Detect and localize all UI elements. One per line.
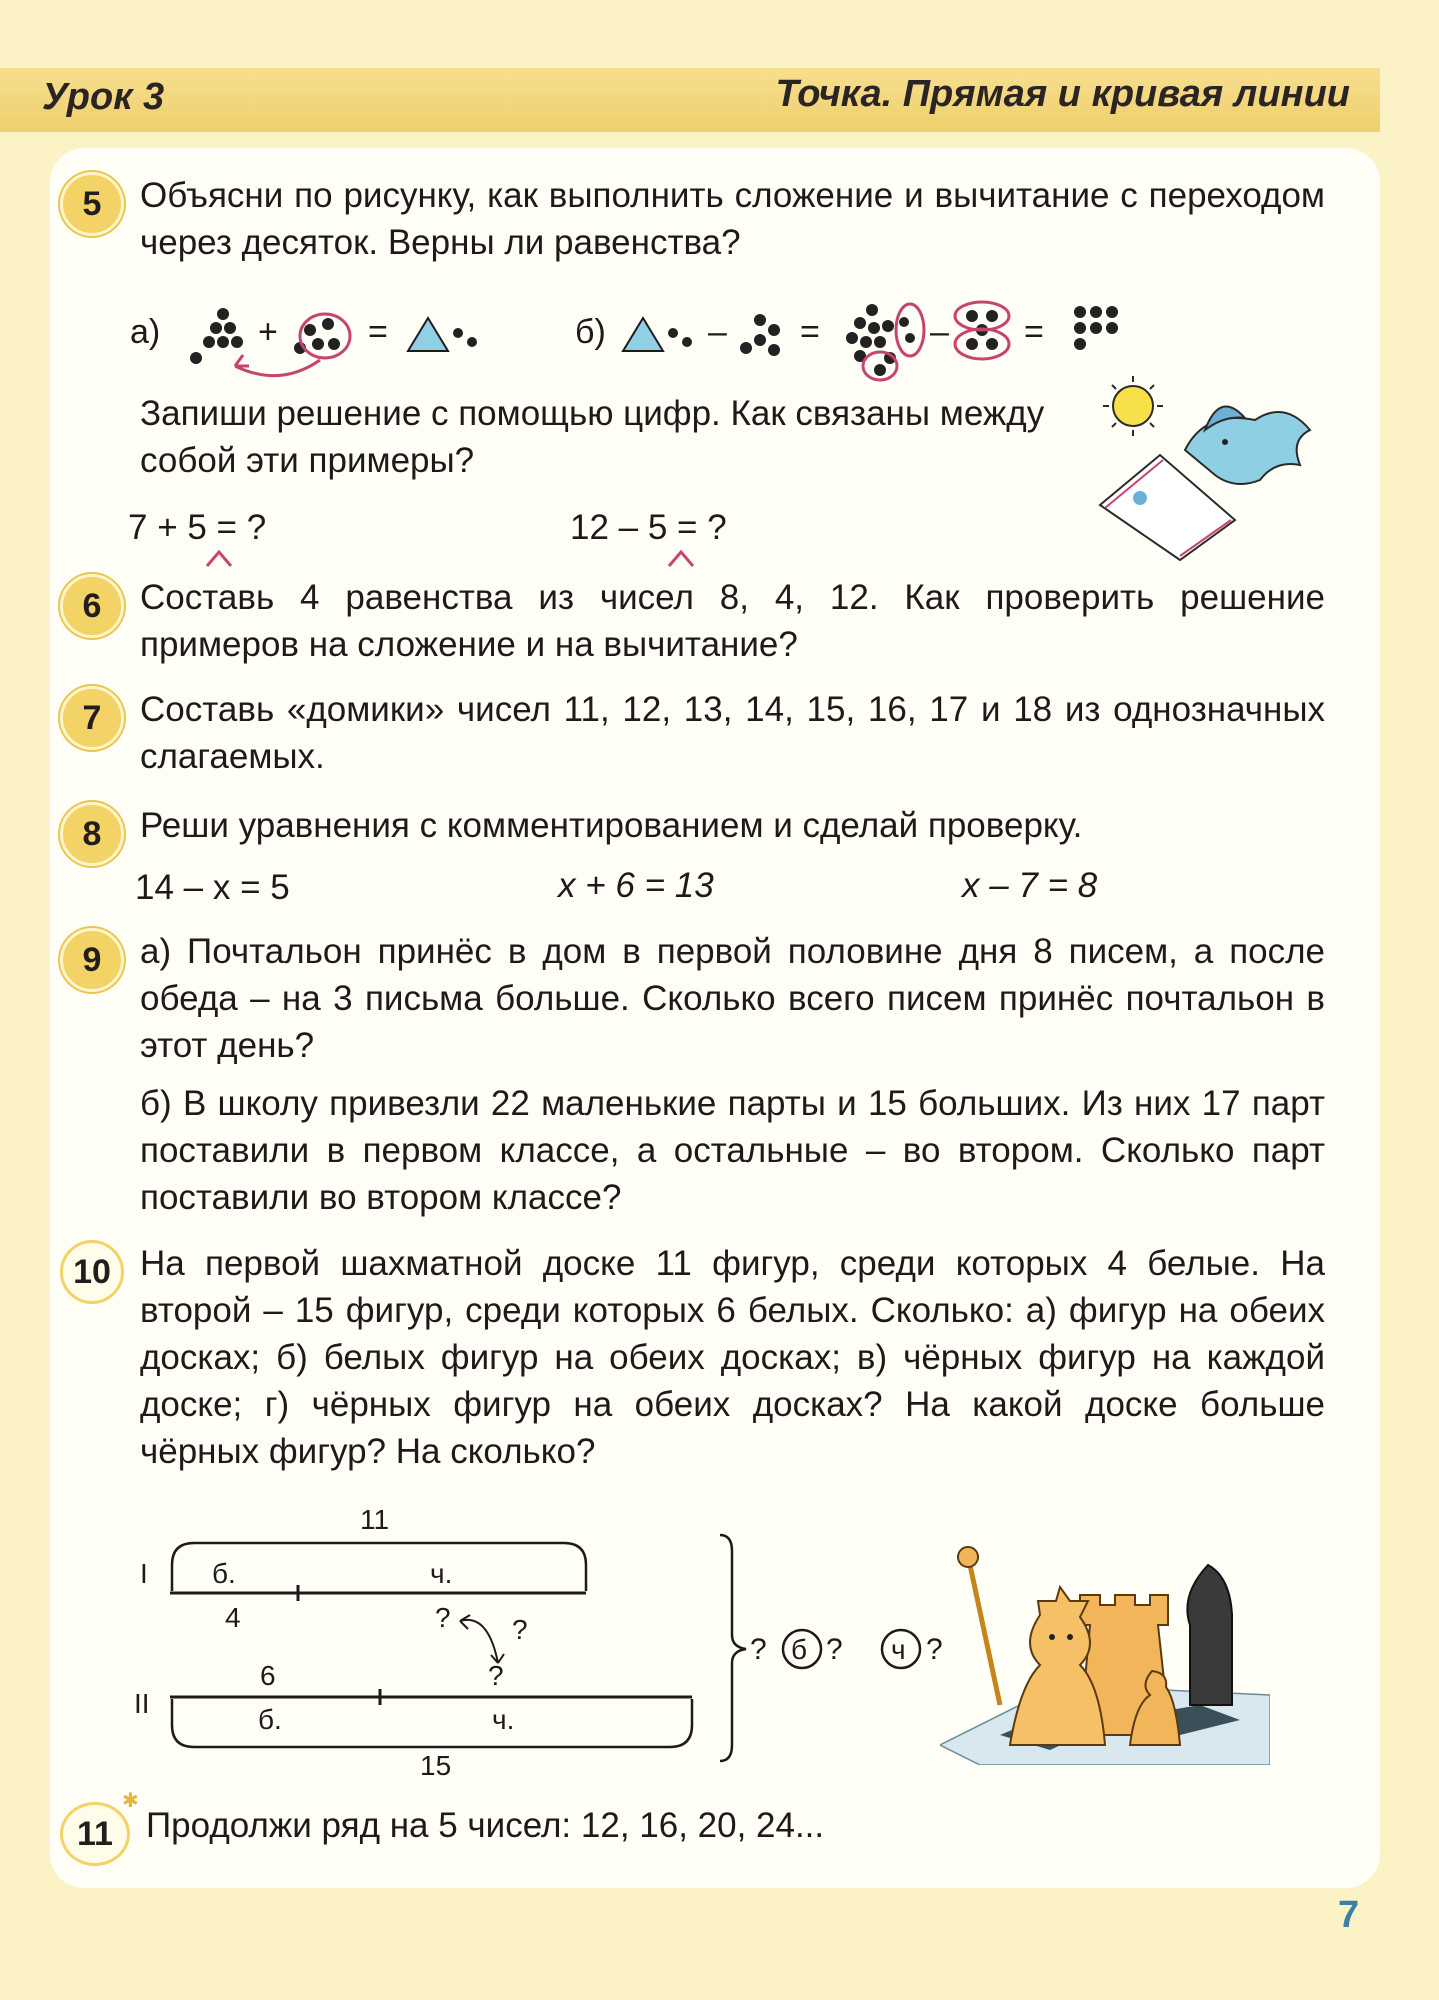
transfer-arrow (235, 360, 320, 376)
task-number-badge: 5 (60, 172, 124, 236)
formula-addition: 7 + 5 = ? (128, 508, 267, 547)
question-mark: ? (926, 1633, 943, 1666)
label-a: а) (130, 313, 161, 351)
task-number-badge: 10 (60, 1240, 124, 1304)
task-9-part-b: б) В школу привезли 22 маленькие парты и 15 больших. Из них 17 парт поставили в первом классе, а остальные – во втором. Сколько парт поставили во втором классе? (140, 1084, 1325, 1217)
white-2-value: 6 (260, 1660, 276, 1691)
task-6 (60, 574, 1340, 674)
split-mark (666, 548, 696, 568)
ten-triangle (623, 318, 663, 351)
equals-sign: = (1024, 313, 1044, 351)
segment-diagram (120, 1495, 960, 1795)
circle-black-label: ч (891, 1634, 906, 1665)
black-abbr: ч. (492, 1704, 515, 1735)
task-7 (60, 686, 1340, 786)
ten-triangle (408, 318, 448, 351)
minus-sign: – (930, 313, 949, 351)
equals-sign: = (368, 313, 388, 351)
white-abbr: б. (212, 1558, 236, 1589)
task-number-badge: 8 (60, 802, 124, 866)
two-dots (453, 328, 477, 347)
twelve-dots (846, 304, 915, 376)
equation-1: 14 – x = 5 (135, 868, 290, 907)
lesson-label: Урок 3 (42, 76, 165, 118)
task-number-badge: 11 (60, 1802, 130, 1866)
five-dots (740, 314, 780, 356)
seven-dots (1074, 306, 1118, 350)
task-text: Продолжи ряд на 5 чисел: 12, 16, 20, 24... (146, 1806, 825, 1845)
question-mark: ? (750, 1633, 767, 1666)
minus-sign: – (708, 313, 727, 351)
task-text: Реши уравнения с комментированием и сделай проверку. (140, 806, 1083, 845)
task-5 (60, 172, 1340, 272)
task-11 (60, 1802, 1340, 1862)
black-abbr: ч. (430, 1558, 453, 1589)
page-number: 7 (1338, 1894, 1360, 1936)
sun-icon (1113, 386, 1153, 426)
lesson-title: Точка. Прямая и кривая линии (775, 73, 1350, 115)
task-text: Объясни по рисунку, как выполнить сложение и вычитание с переходом через десяток. Верны ли равенства? (140, 176, 1325, 262)
two-dots (668, 328, 692, 347)
task-5-illustration (120, 278, 1200, 388)
task-text: Составь «домики» чисел 11, 12, 13, 14, 15, 16, 17 и 18 из однозначных слагаемых. (140, 690, 1325, 776)
split-mark (204, 548, 234, 568)
equals-sign: = (800, 313, 820, 351)
unknown-black-2: ? (488, 1660, 504, 1691)
task-10 (60, 1240, 1340, 1480)
chess-pieces-illustration (940, 1505, 1270, 1765)
question-mark: ? (826, 1633, 843, 1666)
total-2: 15 (420, 1750, 452, 1781)
equation-3: x – 7 = 8 (962, 866, 1098, 905)
task-text: Запиши решение с помощью цифр. Как связаны между собой эти примеры? (140, 394, 1045, 480)
grouping-ellipse (896, 304, 924, 356)
star-mark-icon: ✱ (122, 1790, 139, 1812)
bird-icon (1185, 412, 1310, 484)
task-number-badge: 7 (60, 686, 124, 750)
row-1-label: I (140, 1558, 148, 1589)
difference-question: ? (512, 1614, 528, 1645)
scepter (970, 1565, 1000, 1705)
task-text: На первой шахматной доске 11 фигур, среди которых 4 белые. На второй – 15 фигур, среди которых 6 белых. Сколько: а) фигур на обеих досках; б) белых фигур на обеих досках; в) чёрных фигур на каждой доске; г) чёрных фигур на обеих досках? На какой доске больше чёрных фигур? На сколько? (140, 1244, 1325, 1471)
seven-dots (190, 308, 243, 364)
task-number-badge: 9 (60, 928, 124, 992)
circle-white-label: б (791, 1634, 808, 1665)
bird-letter-illustration (1085, 370, 1315, 565)
task-text: Составь 4 равенства из чисел 8, 4, 12. Как проверить решение примеров на сложение и на вычитание? (140, 578, 1325, 664)
white-1-value: 4 (225, 1602, 241, 1633)
plus-sign: + (258, 313, 278, 351)
curly-brace (720, 1535, 746, 1761)
bracket-bottom (172, 1699, 692, 1747)
task-9-part-a: а) Почтальон принёс в дом в первой половине дня 8 писем, а после обеда – на 3 письма больше. Сколько всего писем принёс почтальон в этот день? (140, 932, 1325, 1065)
task-number-badge: 6 (60, 574, 124, 638)
formula-subtraction: 12 – 5 = ? (570, 508, 727, 547)
total-1: 11 (360, 1504, 390, 1535)
unknown-black-1: ? (435, 1602, 451, 1633)
task-9 (60, 928, 1340, 1218)
equation-2: x + 6 = 13 (558, 866, 714, 905)
task-8 (60, 802, 1340, 862)
white-abbr: б. (258, 1704, 282, 1735)
row-2-label: II (134, 1688, 150, 1719)
label-b: б) (575, 313, 606, 351)
task-5-continued (60, 390, 1100, 490)
black-knight-icon (1187, 1565, 1232, 1705)
